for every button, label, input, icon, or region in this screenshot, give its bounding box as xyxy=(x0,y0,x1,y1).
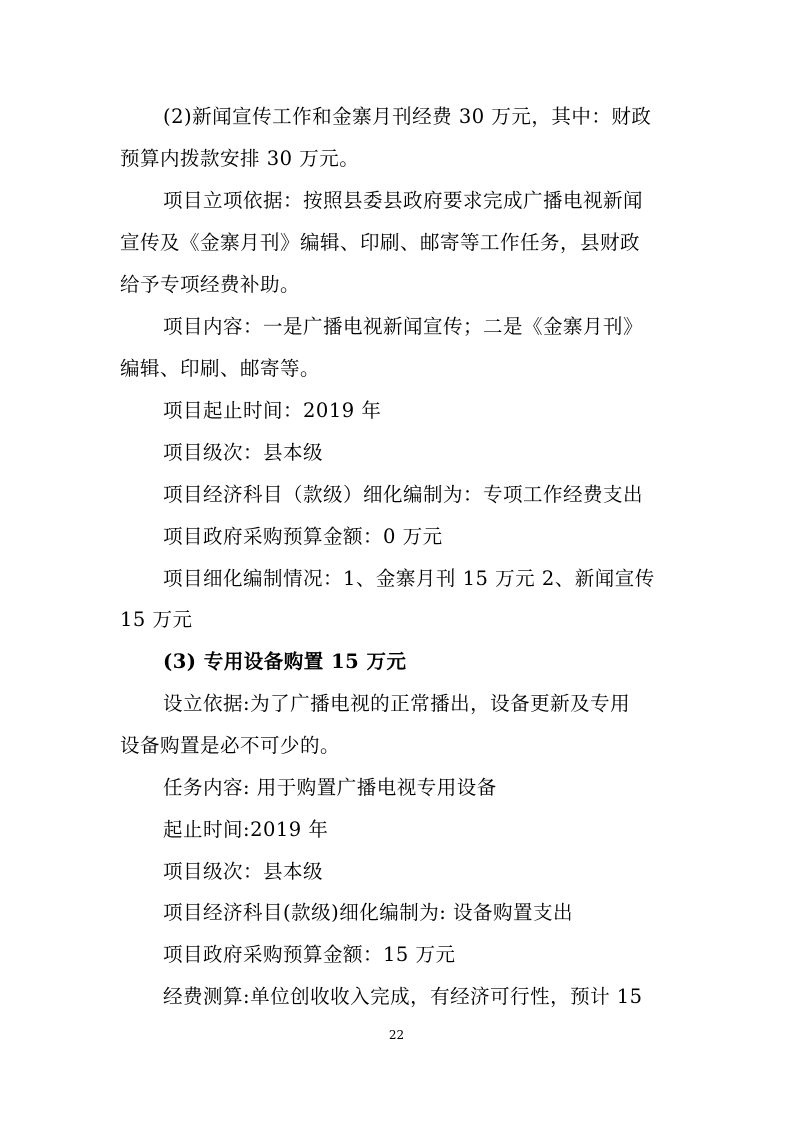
text-line: 给予专项经费补助。 xyxy=(120,273,301,296)
text-line: 设备购置是必不可少的。 xyxy=(120,734,341,757)
text-line: 项目内容：一是广播电视新闻宣传；二是《金寨月刊》 xyxy=(163,315,644,338)
text-line: 15 万元 xyxy=(120,608,193,631)
text-line: 设立依据:为了广播电视的正常播出，设备更新及专用 xyxy=(163,692,631,715)
text-line: 项目细化编制情况：1、金寨月刊 15 万元 2、新闻宣传 xyxy=(163,567,655,590)
text-line: 项目政府采购预算金额：0 万元 xyxy=(163,525,443,548)
text-line: 项目立项依据：按照县委县政府要求完成广播电视新闻 xyxy=(163,189,644,212)
text-line: 编辑、印刷、邮寄等。 xyxy=(120,357,321,380)
text-line: 经费测算:单位创收收入完成，有经济可行性，预计 15 xyxy=(163,985,643,1008)
text-line: 项目经济科目(款级)细化编制为: 设备购置支出 xyxy=(163,901,573,924)
text-line: 起止时间:2019 年 xyxy=(163,818,329,841)
text-line: 项目经济科目（款级）细化编制为：专项工作经费支出 xyxy=(163,483,644,506)
text-line: 宣传及《金寨月刊》编辑、印刷、邮寄等工作任务，县财政 xyxy=(120,231,641,254)
text-line: 任务内容: 用于购置广播电视专用设备 xyxy=(163,776,497,799)
page-number: 22 xyxy=(388,1028,405,1042)
text-line: 项目级次：县本级 xyxy=(163,860,324,883)
text-line: (2)新闻宣传工作和金寨月刊经费 30 万元，其中：财政 xyxy=(163,105,652,128)
text-line: 项目起止时间：2019 年 xyxy=(163,399,382,422)
text-line: 项目级次：县本级 xyxy=(163,441,324,464)
text-line: 预算内拨款安排 30 万元。 xyxy=(120,147,360,170)
text-line: 项目政府采购预算金额：15 万元 xyxy=(163,943,456,966)
section-heading: (3) 专用设备购置 15 万元 xyxy=(163,650,407,673)
